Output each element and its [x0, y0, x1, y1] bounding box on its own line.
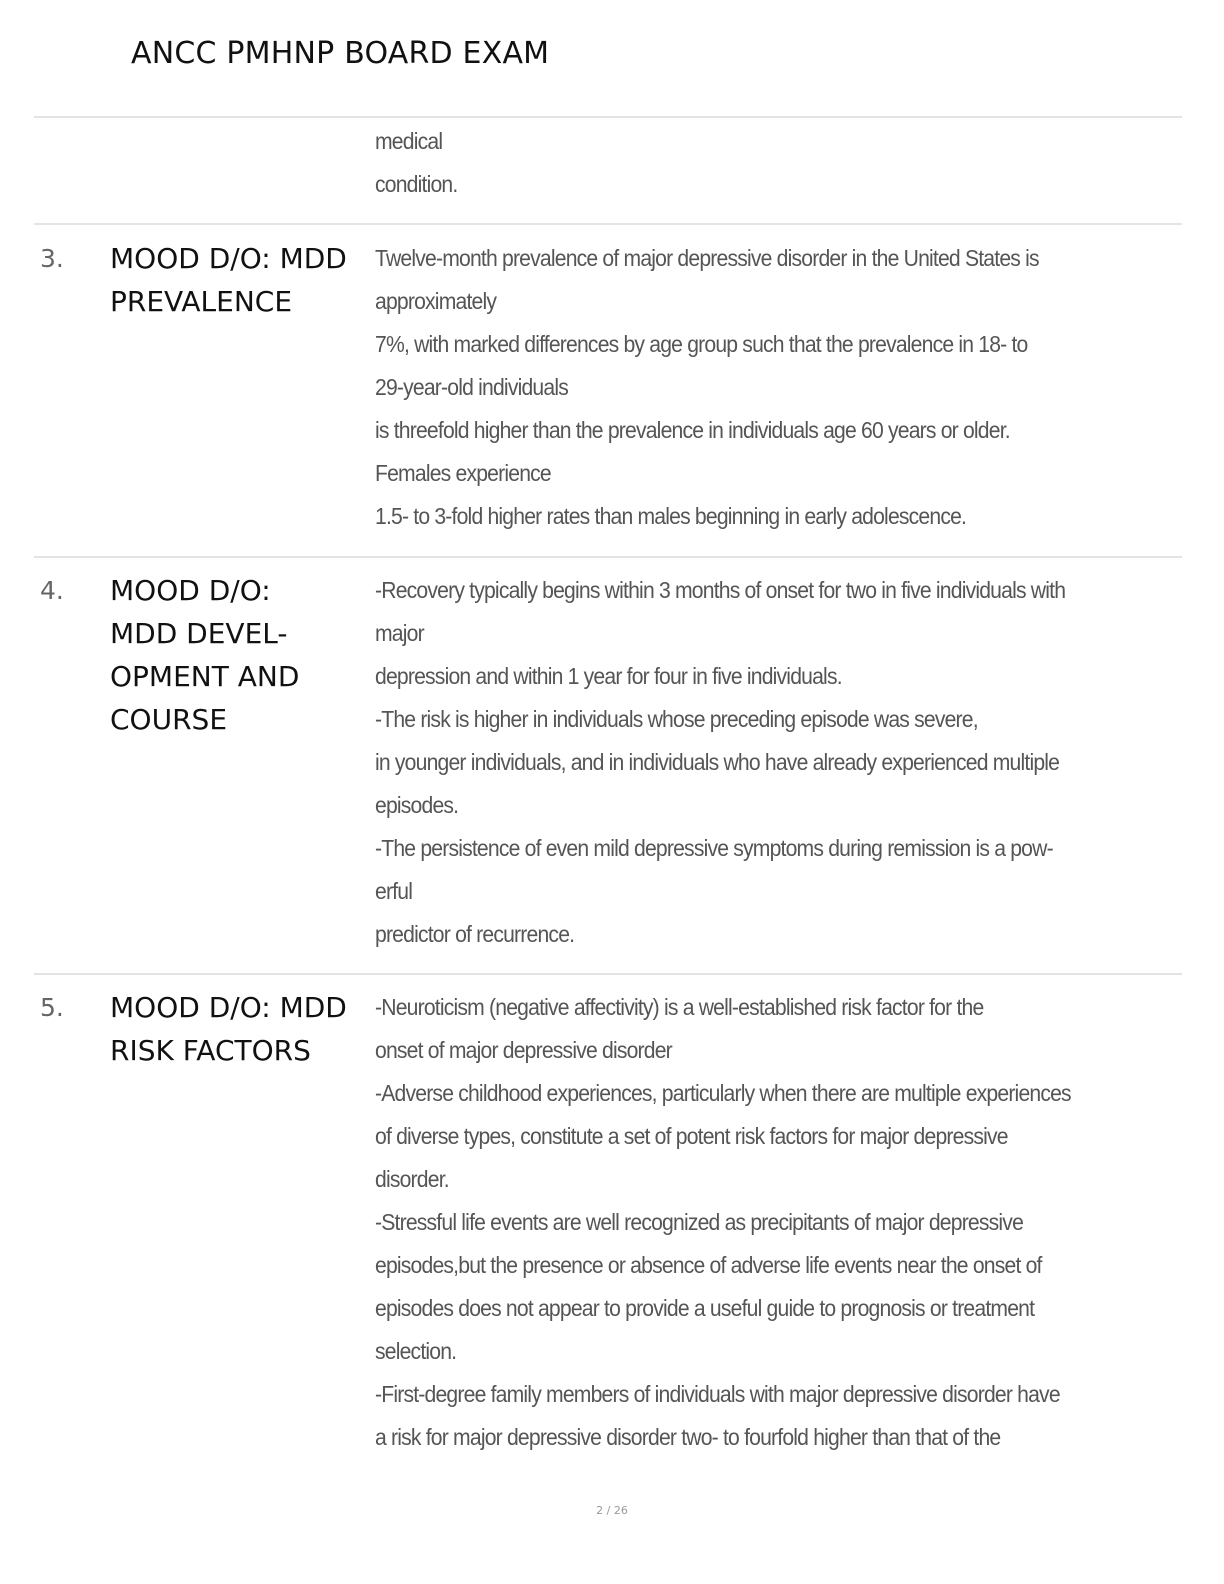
definition-line: -Neuroticism (negative affectivity) is a well-established risk factor for the — [375, 994, 984, 1020]
definition-line: -Adverse childhood experiences, particularly when there are multiple experiences — [375, 1080, 1071, 1106]
term-line: RISK FACTORS — [110, 1034, 311, 1067]
definition-line: in younger individuals, and in individuals who have already experienced multiple — [375, 749, 1060, 775]
definition-line: episodes,but the presence or absence of adverse life events near the onset of — [375, 1252, 1042, 1278]
card-continuation-definition — [375, 120, 1095, 206]
definition-line: is threefold higher than the prevalence in individuals age 60 years or older. — [375, 417, 1010, 443]
card-number: 5. — [40, 993, 64, 1022]
definition-line: selection. — [375, 1338, 457, 1364]
definition-line: -Stressful life events are well recognized as precipitants of major depressive — [375, 1209, 1024, 1235]
definition-line: 29-year-old individuals — [375, 374, 568, 400]
card-term — [110, 986, 370, 1072]
definition-line: predictor of recurrence. — [375, 921, 575, 947]
definition-line: Twelve-month prevalence of major depressive disorder in the United States is — [375, 245, 1039, 271]
definition-line: major — [375, 620, 424, 646]
term-line: MOOD D/O: MDD — [110, 242, 347, 275]
term-line: PREVALENCE — [110, 285, 293, 318]
definition-line: -First-degree family members of individuals with major depressive disorder have — [375, 1381, 1060, 1407]
definition-line: onset of major depressive disorder — [375, 1037, 672, 1063]
divider — [34, 556, 1182, 558]
definition-line: Females experience — [375, 460, 551, 486]
definition-line: -The persistence of even mild depressive symptoms during remission is a pow- — [375, 835, 1053, 861]
definition-line: depression and within 1 year for four in five individuals. — [375, 663, 842, 689]
definition-line: erful — [375, 878, 413, 904]
definition-line: -The risk is higher in individuals whose preceding episode was severe, — [375, 706, 978, 732]
card-number: 4. — [40, 576, 64, 605]
definition-line: 1.5- to 3-fold higher rates than males beginning in early adolescence. — [375, 503, 967, 529]
divider — [34, 223, 1182, 225]
definition-line: medical — [375, 128, 443, 154]
page-title: ANCC PMHNP BOARD EXAM — [131, 36, 550, 71]
definition-line: 7%, with marked differences by age group such that the prevalence in 18- to — [375, 331, 1028, 357]
divider — [34, 973, 1182, 975]
definition-line: episodes does not appear to provide a useful guide to prognosis or treatment — [375, 1295, 1035, 1321]
definition-line: condition. — [375, 171, 458, 197]
card-number: 3. — [40, 244, 64, 273]
card-definition — [375, 986, 1095, 1459]
term-line: MDD DEVEL- — [110, 617, 288, 650]
definition-line: approximately — [375, 288, 497, 314]
definition-line: -Recovery typically begins within 3 months of onset for two in five individuals with — [375, 577, 1066, 603]
term-line: MOOD D/O: — [110, 574, 271, 607]
card-term — [110, 569, 370, 741]
card-definition — [375, 237, 1095, 538]
definition-line: episodes. — [375, 792, 459, 818]
card-term — [110, 237, 370, 323]
divider — [34, 116, 1182, 118]
term-line: OPMENT AND — [110, 660, 300, 693]
card-definition — [375, 569, 1095, 956]
definition-line: of diverse types, constitute a set of potent risk factors for major depressive — [375, 1123, 1008, 1149]
page-number: 2 / 26 — [596, 1504, 628, 1517]
term-line: COURSE — [110, 703, 228, 736]
definition-line: a risk for major depressive disorder two- to fourfold higher than that of the — [375, 1424, 1001, 1450]
term-line: MOOD D/O: MDD — [110, 991, 347, 1024]
definition-line: disorder. — [375, 1166, 449, 1192]
